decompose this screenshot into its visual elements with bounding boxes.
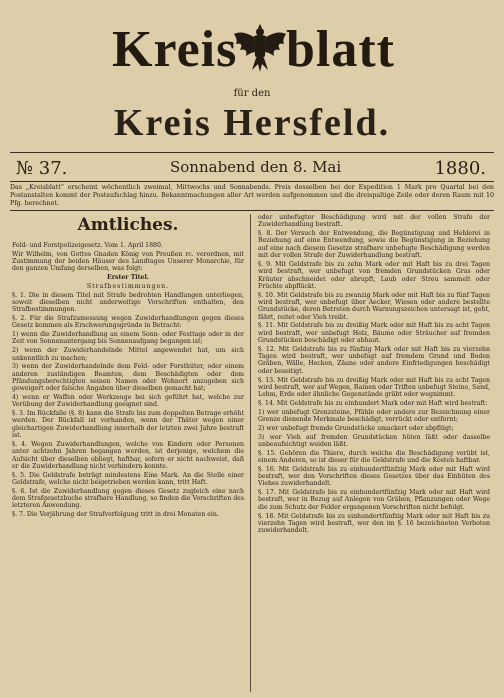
paragraph: §. 10. Mit Geldstrafe bis zu zwanzig Mark oder mit Haft bis zu fünf Tagen wird bestraft, wer unbefugt über Aecker, Wiesen oder andere bestellte Grundstücke, deren Betreten durch Warnungszeichen untersagt ist, geht, fährt, reitet oder Vieh treibt. (258, 291, 490, 321)
paragraph: 2) wenn der Zuwiderhandelnde Mittel angewendet hat, um sich unkenntlich zu machen; (12, 347, 244, 362)
masthead-left: Kreis (112, 21, 238, 78)
issue-number: № 37. (16, 158, 68, 179)
paragraph: §. 17. Mit Geldstrafe bis zu einhundertfünfzig Mark oder mit Haft wird bestraft, wer in Bezug auf Anlegen von Gräben, Pflanzungen oder Wege die zum Schutz der Felder ergangenen Vorschriften nicht befolgt. (258, 489, 490, 511)
left-column (12, 214, 244, 520)
subheading: Strafbestimmungen. (86, 282, 170, 290)
paragraph: 3) wenn der Zuwiderhandelnde dem Feld- oder Forsthüter, oder einem anderen zuständigen Beamten, dem Beschädigten oder dem Pfändungsberechtigten seinen Namen oder Wohnort anzugeben sich geweigert oder falsche Angaben über dieselben gemacht hat; (12, 363, 244, 393)
paragraph: §. 5. Die Geldstrafe beträgt mindestens Eine Mark. An die Stelle einer Geldstrafe, welche nicht beigetrieben werden kann, tritt Haft. (12, 471, 244, 486)
issue-date: Sonnabend den 8. Mai (170, 158, 342, 176)
eagle-icon (232, 22, 288, 78)
dateline (10, 156, 494, 182)
issue-year: 1880. (434, 158, 486, 179)
paragraph: §. 16. Mit Geldstrafe bis zu einhundertfünfzig Mark oder mit Haft wird bestraft, wer den Vorschriften dieses Gesetzes über das Einhüten des Viehes zuwiderhandelt. (258, 465, 490, 488)
paragraph: §. 4. Wegen Zuwiderhandlungen, welche von Kindern oder Personen unter achtzehn Jahren begangen werden, ist derjenige, welchem die Aufsicht über dieselben obliegt, haftbar, sofern er nicht nachweist, daß er die Zuwiderhandlung nicht verhindern konnte. (12, 440, 244, 470)
subtitle: Kreis Hersfeld. (113, 102, 391, 144)
masthead (0, 8, 504, 80)
top-rule (10, 152, 494, 153)
paragraph: §. 11. Mit Geldstrafe bis zu dreißig Mark oder mit Haft bis zu acht Tagen wird bestraft, wer unbefugt Holz, Bäume oder Sträucher auf fremden Grundstücken beschädigt oder abhaut. (258, 322, 490, 345)
column-divider (250, 214, 251, 692)
paragraph: §. 3. Im Rückfalle (§. 8) kann die Strafe bis zum doppelten Betrage erhöht werden. Der Rückfall ist vorhanden, wenn der Thäter wegen einer gleichartigen Zuwiderhandlung innerhalb der letzten zwei Jahre bestraft ist. (12, 410, 244, 440)
dateline-rule (10, 181, 494, 182)
section-heading: Amtliches. (77, 215, 179, 235)
subscription-notice: Das „Kreisblatt“ erscheint wöchentlich zweimal, Mittwochs und Sonnabends. Preis desselben bei der Expedition 1 Mark pro Quartal bei den Postanstalten kommt der Postaufschlag hinzu. Bekanntmachungen aller Art werden aufgenommen und die dreispaltige Zeile oder deren Raum mit 10 Pfg. berechnet. (10, 184, 494, 207)
paragraph: 2) wer unbefugt fremde Grundstücke umackert oder abpflügt; (258, 424, 454, 432)
paragraph: 1) wer unbefugt Grenzsteine, Pfähle oder andere zur Bezeichnung einer Grenze dienende Merkmale beschädigt, verrückt oder entfernt; (258, 408, 490, 424)
paragraph: §. 2. Für die Strafzumessung wegen Zuwiderhandlungen gegen dieses Gesetz kommen als Erschwerungsgründe in Betracht: (12, 315, 244, 330)
paragraph: §. 15. Gehören die Thiere, durch welche die Beschädigung verübt ist, einem Anderen, so ist dieser für die Geldstrafe und die Kosten haftbar. (258, 449, 490, 464)
for-the-line: für den (233, 88, 271, 99)
paragraph: §. 1. Die in diesem Titel mit Strafe bedrohten Handlungen unterliegen, soweit dieselben nicht anderweitige Vorschriften enthalten, den Strafbestimmungen. (12, 291, 244, 314)
title-heading: Erster Titel. (107, 274, 149, 282)
paragraph: §. 6. Ist die Zuwiderhandlung gegen dieses Gesetz zugleich eine nach dem Strafgesetzbuche strafbare Handlung, so finden die Vorschriften des letzteren Anwendung. (12, 487, 244, 510)
paragraph: §. 7. Die Verjährung der Strafverfolgung tritt in drei Monaten ein. (12, 511, 219, 519)
paragraph: 3) wer Vieh auf fremden Grundstücken hüten läßt oder dasselbe unbeaufsichtigt weiden läßt. (258, 433, 490, 448)
paragraph: §. 13. Mit Geldstrafe bis zu dreißig Mark oder mit Haft bis zu acht Tagen wird bestraft, wer auf Wegen, Rainen oder Triften unbefugt Steine, Sand, Lehm, Erde oder ähnliche Gegenstände gräbt oder wegnimmt. (258, 376, 490, 399)
paragraph: §. 14. Mit Geldstrafe bis zu einhundert Mark oder mit Haft wird bestraft: (258, 399, 488, 407)
paragraph: oder unbefugter Beschädigung wird mit der vollen Strafe der Zuwiderhandlung bestraft. (258, 214, 490, 229)
paragraph: §. 8. Der Versuch der Entwendung, die Begünstigung und Hehlerei in Beziehung auf eine Entwendung, sowie die Begünstigung in Beziehung auf eine nach diesem Gesetze strafbare unbefugte Beschädigung werden mit der vollen Strafe der Zuwiderhandlung bestraft. (258, 230, 490, 260)
right-column (258, 214, 490, 536)
masthead-right: blatt (286, 21, 395, 78)
paragraph: Wir Wilhelm, von Gottes Gnaden König von Preußen rc. verordnen, mit Zustimmung der beiden Häuser des Landtages Unserer Monarchie, für den ganzen Umfang derselben, was folgt: (12, 250, 244, 273)
law-title: Feld- und Forstpolizeigesetz. Vom 1. April 1880. (12, 242, 163, 249)
paragraph: §. 18. Mit Geldstrafe bis zu einhundertfünfzig Mark oder mit Haft bis zu vierzehn Tagen wird bestraft, wer den im §. 16 bezeichneten Verboten zuwiderhandelt. (258, 512, 490, 535)
paragraph: 4) wenn er Waffen oder Werkzeuge bei sich geführt hat, welche zur Verübung der Zuwiderhandlung geeignet sind. (12, 394, 244, 409)
paragraph: §. 9. Mit Geldstrafe bis zu zehn Mark oder mit Haft bis zu drei Tagen wird bestraft, wer unbefugt von fremden Grundstücken Gras oder Kräuter abschneidet oder abrupft, Laub oder Streu sammelt oder Früchte abpflückt. (258, 260, 490, 290)
paragraph: §. 12. Mit Geldstrafe bis zu fünfzig Mark oder mit Haft bis zu vierzehn Tagen wird bestraft, wer unbefugt auf fremdem Grund und Boden Gräben, Wälle, Hecken, Zäune oder andere Einfriedigungen beschädigt oder beseitigt. (258, 345, 490, 375)
paragraph: 1) wenn die Zuwiderhandlung an einem Sonn- oder Festtage oder in der Zeit von Sonnenuntergang bis Sonnenaufgang begangen ist; (12, 331, 244, 346)
notice-rule (10, 210, 494, 211)
